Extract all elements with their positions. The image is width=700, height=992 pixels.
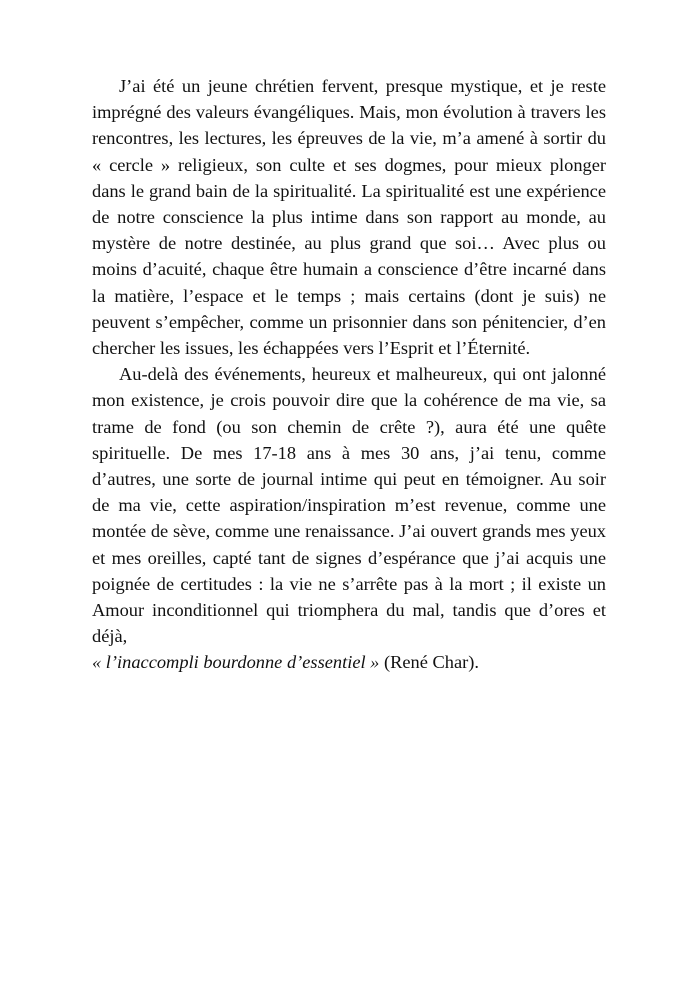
paragraph-2 [92,361,606,675]
body-text [92,73,606,676]
paragraph-1: J’ai été un jeune chrétien fervent, presque mystique, et je reste imprégné des valeurs évangéliques. Mais, mon évolution à travers les rencontres, les lectures, les épreuves de la vie, m’a amené à sortir du « cercle » religieux, son culte et ses dogmes, pour mieux plonger dans le grand bain de la spiritualité. La spiritualité est une expérience de notre conscience la plus intime dans son rapport au monde, au mystère de notre destinée, au plus grand que soi… Avec plus ou moins d’acuité, chaque être humain a conscience d’être incarné dans la matière, l’espace et le temps ; mais certains (dont je suis) ne peuvent s’empêcher, comme un prisonnier dans son pénitencier, d’en chercher les issues, les échappées vers l’Esprit et l’Éternité. [92,76,606,359]
rene-char-quote: « l’inaccompli bourdonne d’essentiel » [92,652,380,673]
paragraph-2-text: Au-delà des événements, heureux et malheureux, qui ont jalonné mon existence, je crois pouvoir dire que la cohérence de ma vie, sa trame de fond (ou son chemin de crête ?), aura été une quête spirituelle. De mes 17-18 ans à mes 30 ans, j’ai tenu, comme d’autres, une sorte de journal intime qui peut en témoigner. Au soir de ma vie, cette aspiration/inspiration m’est revenue, comme une montée de sève, comme une renaissance. J’ai ouvert grands mes yeux et mes oreilles, capté tant de signes d’espérance que j’ai acquis une poignée de certitudes : la vie ne s’arrête pas à la mort ; il existe un Amour inconditionnel qui triomphera du mal, tandis que d’ores et déjà, [92,364,606,647]
quote-attribution: (René Char). [384,652,479,673]
